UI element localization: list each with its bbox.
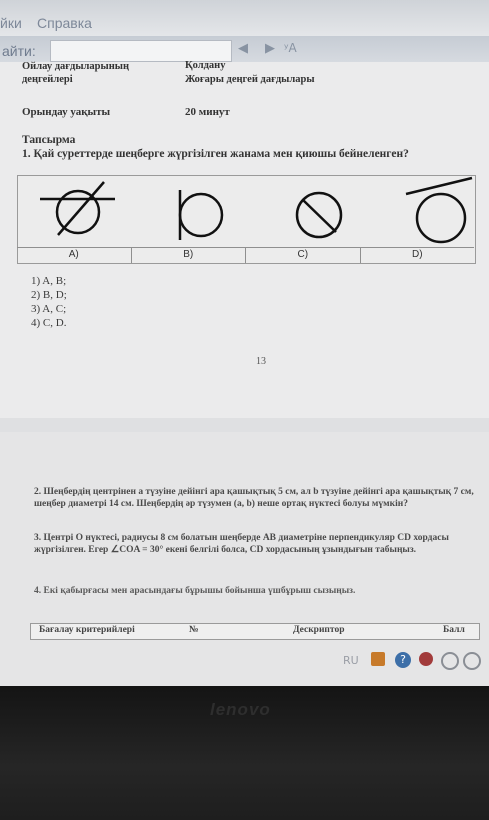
page-number: 13 xyxy=(256,356,266,367)
question-4: 4. Екі қабырғасы мен арасындағы бұрышы бойынша үшбұрыш сызыңыз. xyxy=(34,586,356,596)
answer-option-4: 4) C, D. xyxy=(31,317,67,329)
menu-item-help[interactable]: Справка xyxy=(37,15,92,31)
menu-item-settings[interactable]: йки xyxy=(0,15,22,31)
help-icon[interactable]: ? xyxy=(395,652,411,668)
find-next-icon[interactable]: ▶ xyxy=(265,41,275,56)
table-header-number: № xyxy=(189,625,199,635)
tray-app-icon[interactable] xyxy=(371,652,385,666)
question-3: 3. Центрі О нүктесі, радиусы 8 см болатын шеңберде AB диаметріне перпендикуляр CD хордасы жүргізілген. Егер ∠COA = 30° екені белгілі болса, CD хордасының ұзындығын табыңыз. xyxy=(34,533,449,555)
assessment-table-header xyxy=(30,623,480,640)
find-label: айти: xyxy=(2,43,36,59)
language-indicator[interactable]: RU xyxy=(343,654,359,667)
skill-level-label: Ойлау дағдыларының деңгейлері xyxy=(22,61,130,85)
figure-label-d: D) xyxy=(411,249,423,260)
question-2: 2. Шеңбердің центрінен a түзуіне дейінгі ара қашықтық 5 см, ал b түзуіне дейінгі ара қашықтық 7 см, шеңбер диаметрі 14 см. Шеңбердің әр түзумен (a, b) неше ортақ нүктесі болуы мүмкін? xyxy=(34,487,474,509)
find-options-icon[interactable]: ʸA xyxy=(284,41,297,55)
table-header-descriptor: Дескриптор xyxy=(293,625,345,635)
table-header-score: Балл xyxy=(443,625,465,635)
task-heading: Тапсырма xyxy=(22,134,76,146)
figure-d xyxy=(406,178,472,242)
circle-figures xyxy=(18,176,475,248)
find-prev-icon[interactable]: ◀ xyxy=(238,41,248,56)
answer-option-2: 2) B, D; xyxy=(31,289,67,301)
tray-settings-icon[interactable] xyxy=(463,652,481,670)
find-input[interactable] xyxy=(50,40,232,62)
taskbar-tray xyxy=(333,648,483,676)
duration-label: Орындау уақыты xyxy=(22,106,111,118)
tray-alert-icon[interactable] xyxy=(419,652,433,666)
skill-level-value-top: Қолдану xyxy=(185,60,226,71)
figure-label-a: A) xyxy=(17,248,132,263)
figure-label-b: B) xyxy=(132,248,247,263)
page-gap xyxy=(0,418,489,432)
figure-b xyxy=(180,190,222,240)
figure-c xyxy=(297,193,341,237)
figure-labels-row xyxy=(17,247,474,263)
figure-label-c: C) xyxy=(246,248,361,263)
question-1: 1. Қай суреттерде шеңберге жүргізілген жанама мен қиюшы бейнеленген? xyxy=(22,148,409,160)
figure-a xyxy=(40,182,115,235)
skill-level-value: Жоғары деңгей дағдылары xyxy=(185,74,315,85)
answer-option-3: 3) A, C; xyxy=(31,303,67,315)
menu-bar xyxy=(0,0,489,36)
duration-value: 20 минут xyxy=(185,106,230,118)
laptop-brand-logo: lenovo xyxy=(210,700,271,719)
tray-power-icon[interactable] xyxy=(441,652,459,670)
table-header-criteria: Бағалау критерийлері xyxy=(39,625,135,635)
answer-option-1: 1) A, B; xyxy=(31,275,67,287)
